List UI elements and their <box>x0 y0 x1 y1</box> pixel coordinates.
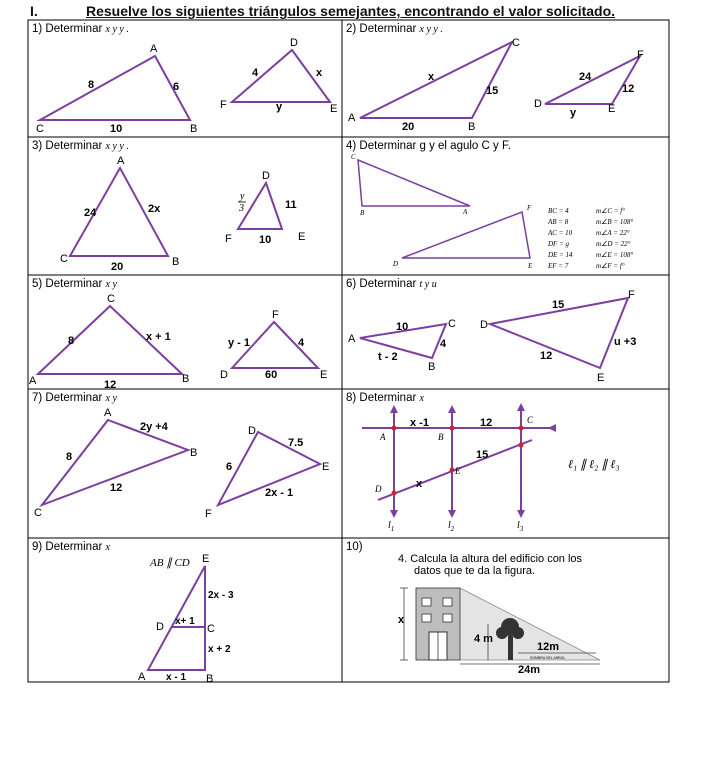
problem-2-label: 2) Determinar x y y . <box>346 23 443 35</box>
vertex-d: D <box>290 37 298 49</box>
vertex-c: C <box>34 507 42 519</box>
triangle-def <box>545 56 640 104</box>
side-10: 10 <box>396 321 409 333</box>
given-ef: EF = 7 <box>548 262 569 270</box>
vertex-e: E <box>298 231 306 243</box>
vertex-e: E <box>322 461 330 473</box>
vertex-d: D <box>262 170 270 182</box>
vertex-e: E <box>320 369 328 381</box>
problem-5-label: 5) Determinar x y <box>32 278 117 290</box>
problem-2-figure <box>348 37 644 133</box>
fraction-y: y <box>240 191 245 202</box>
vertex-b: B <box>206 673 214 685</box>
given-ab: AB = 8 <box>548 218 569 226</box>
vertex-d: D <box>156 621 164 633</box>
vertex-f: F <box>220 99 227 111</box>
problem-10-label: 10) <box>346 541 363 553</box>
side-4: 4 <box>298 337 305 349</box>
given-angles <box>596 207 633 270</box>
vertex-c: C <box>207 623 215 635</box>
point-c: C <box>527 415 534 425</box>
seg-x-minus-1: x -1 <box>410 417 429 429</box>
vertex-c: C <box>36 123 44 135</box>
problem-6-label: 6) Determinar t y u <box>346 278 437 290</box>
parallel-condition: AB ∥ CD <box>150 557 190 569</box>
side-7-5: 7.5 <box>288 437 304 449</box>
vertex-f: F <box>628 289 635 301</box>
vertex-a: A <box>117 155 125 167</box>
point-e: E <box>455 466 461 476</box>
side-24: 24 <box>579 71 592 83</box>
side-12: 12 <box>104 379 117 391</box>
angle-e: m∠E = 108° <box>596 251 634 259</box>
tree-shadow-12m: 12m <box>537 641 560 653</box>
side-15: 15 <box>486 85 499 97</box>
side-2x-minus-3: 2x - 3 <box>208 590 234 601</box>
vertex-d: D <box>393 260 399 268</box>
given-ac: AC = 10 <box>548 229 573 237</box>
triangle-def <box>238 183 282 229</box>
triangle-def <box>402 212 530 258</box>
vertex-a: A <box>348 112 356 124</box>
side-11: 11 <box>285 199 297 211</box>
problem-4-figure <box>351 153 633 270</box>
vertex-b: B <box>428 361 436 373</box>
side-2x-minus-1: 2x - 1 <box>265 487 294 499</box>
side-x-minus-1: x - 1 <box>166 672 187 683</box>
problem-3-label: 3) Determinar x y y . <box>32 140 129 152</box>
problem-10-figure <box>398 553 600 676</box>
given-sides <box>547 207 573 270</box>
tree-height-4m: 4 m <box>474 633 493 645</box>
side-x: x <box>428 71 435 83</box>
vertex-b: B <box>190 447 198 459</box>
vertex-f: F <box>272 309 279 321</box>
side-4: 4 <box>252 67 259 79</box>
building-height-x: x <box>398 614 405 626</box>
problem-7-figure <box>34 407 329 520</box>
problem-8-label: 8) Determinar x <box>346 392 424 404</box>
vertex-c: C <box>512 37 520 49</box>
vertex-d: D <box>534 98 542 110</box>
vertex-d: D <box>248 425 256 437</box>
angle-a: m∠A = 22° <box>596 229 630 237</box>
label-l3: $l_3$ <box>517 520 524 533</box>
vertex-e: E <box>608 103 616 115</box>
side-10: 10 <box>259 234 272 246</box>
side-t-minus-2: t - 2 <box>378 351 398 363</box>
given-bc: BC = 4 <box>548 207 569 215</box>
vertex-a: A <box>138 671 146 683</box>
vertex-a: A <box>348 333 356 345</box>
side-12: 12 <box>110 482 123 494</box>
seg-12: 12 <box>480 417 493 429</box>
vertex-e: E <box>202 553 210 565</box>
tree-shadow-caption: SOMBRA DEL ARBOL <box>530 656 566 660</box>
vertex-d: D <box>480 319 488 331</box>
label-l2: $l_2$ <box>448 520 455 533</box>
problem-6-figure <box>348 289 636 384</box>
side-20: 20 <box>402 121 415 133</box>
title-text: Resuelve los siguientes triángulos semejantes, encontrando el valor solicitado. <box>86 3 616 19</box>
side-2y-plus-4: 2y +4 <box>140 421 168 433</box>
building-shadow-24m: 24m <box>518 664 541 676</box>
problem-5-figure <box>29 293 327 391</box>
triangle-abc <box>360 42 512 118</box>
vertex-b: B <box>468 121 476 133</box>
vertex-c: C <box>351 153 356 161</box>
angle-c: m∠C = f° <box>596 207 625 215</box>
side-12: 12 <box>540 350 553 362</box>
given-de: DE = 14 <box>548 251 573 259</box>
problem-4-label: 4) Determinar g y el agulo C y F. <box>346 140 511 152</box>
vertex-a: A <box>104 407 112 419</box>
angle-f: m∠F = f° <box>596 262 625 270</box>
vertex-b: B <box>360 209 365 217</box>
side-8: 8 <box>66 451 73 463</box>
side-8: 8 <box>88 79 95 91</box>
side-y-minus-1: y - 1 <box>228 337 251 349</box>
problem-1-figure <box>36 37 337 135</box>
problem-3-figure <box>60 155 305 273</box>
fraction-3: 3 <box>239 203 244 214</box>
side-x-plus-1: x+ 1 <box>175 616 195 627</box>
side-u-plus-3: u +3 <box>614 336 637 348</box>
side-6: 6 <box>226 461 233 473</box>
problem-8-figure <box>362 403 620 533</box>
point-d: D <box>375 484 382 494</box>
instruction-line-2: datos que te da la figura. <box>414 565 536 577</box>
side-24: 24 <box>84 207 97 219</box>
arrow-right <box>548 424 556 432</box>
vertex-e: E <box>528 262 533 270</box>
seg-x: x <box>416 478 423 490</box>
vertex-c: C <box>60 253 68 265</box>
given-df: DF = g <box>548 240 570 248</box>
vertex-b: B <box>182 373 190 385</box>
triangle-abc <box>40 56 190 120</box>
seg-15: 15 <box>476 449 489 461</box>
vertex-f: F <box>527 204 532 212</box>
instruction-line-1: 4. Calcula la altura del edificio con los <box>398 553 583 565</box>
vertex-a: A <box>150 43 158 55</box>
vertex-d: D <box>220 369 228 381</box>
side-4: 4 <box>440 338 447 350</box>
side-y: y <box>570 107 577 119</box>
vertex-e: E <box>597 372 605 384</box>
triangle-abc <box>358 160 470 206</box>
side-8: 8 <box>68 335 75 347</box>
point-a: A <box>380 432 386 442</box>
side-y: y <box>276 101 283 113</box>
side-20: 20 <box>111 261 124 273</box>
side-60: 60 <box>265 369 278 381</box>
side-x-plus-1: x + 1 <box>146 331 171 343</box>
vertex-c: C <box>107 293 115 305</box>
side-x-plus-2: x + 2 <box>208 644 231 655</box>
point-b: B <box>438 432 444 442</box>
vertex-a: A <box>463 208 468 216</box>
vertex-c: C <box>448 318 456 330</box>
problem-1-label: 1) Determinar x y y . <box>32 23 129 35</box>
problem-9-figure <box>138 553 234 685</box>
problem-9-label: 9) Determinar x <box>32 541 110 553</box>
label-l1: $l_1$ <box>388 520 395 533</box>
vertex-f: F <box>637 49 644 61</box>
vertex-e: E <box>330 103 338 115</box>
side-10: 10 <box>110 123 123 135</box>
angle-b: m∠B = 108° <box>596 218 634 226</box>
side-x: x <box>316 67 323 79</box>
problem-7-label: 7) Determinar x y <box>32 392 117 404</box>
side-2x: 2x <box>148 203 161 215</box>
parallel-relation: ℓ₁ ∥ ℓ₂ ∥ ℓ₃ <box>568 457 620 471</box>
angle-d: m∠D = 22° <box>596 240 631 248</box>
side-6: 6 <box>173 81 180 93</box>
vertex-a: A <box>29 375 37 387</box>
vertex-b: B <box>190 123 198 135</box>
vertex-f: F <box>205 508 212 520</box>
vertex-b: B <box>172 256 180 268</box>
side-15: 15 <box>552 299 565 311</box>
shadow-triangle <box>460 588 600 660</box>
side-12: 12 <box>622 83 635 95</box>
section-number: I. <box>30 3 38 19</box>
vertex-f: F <box>225 233 232 245</box>
